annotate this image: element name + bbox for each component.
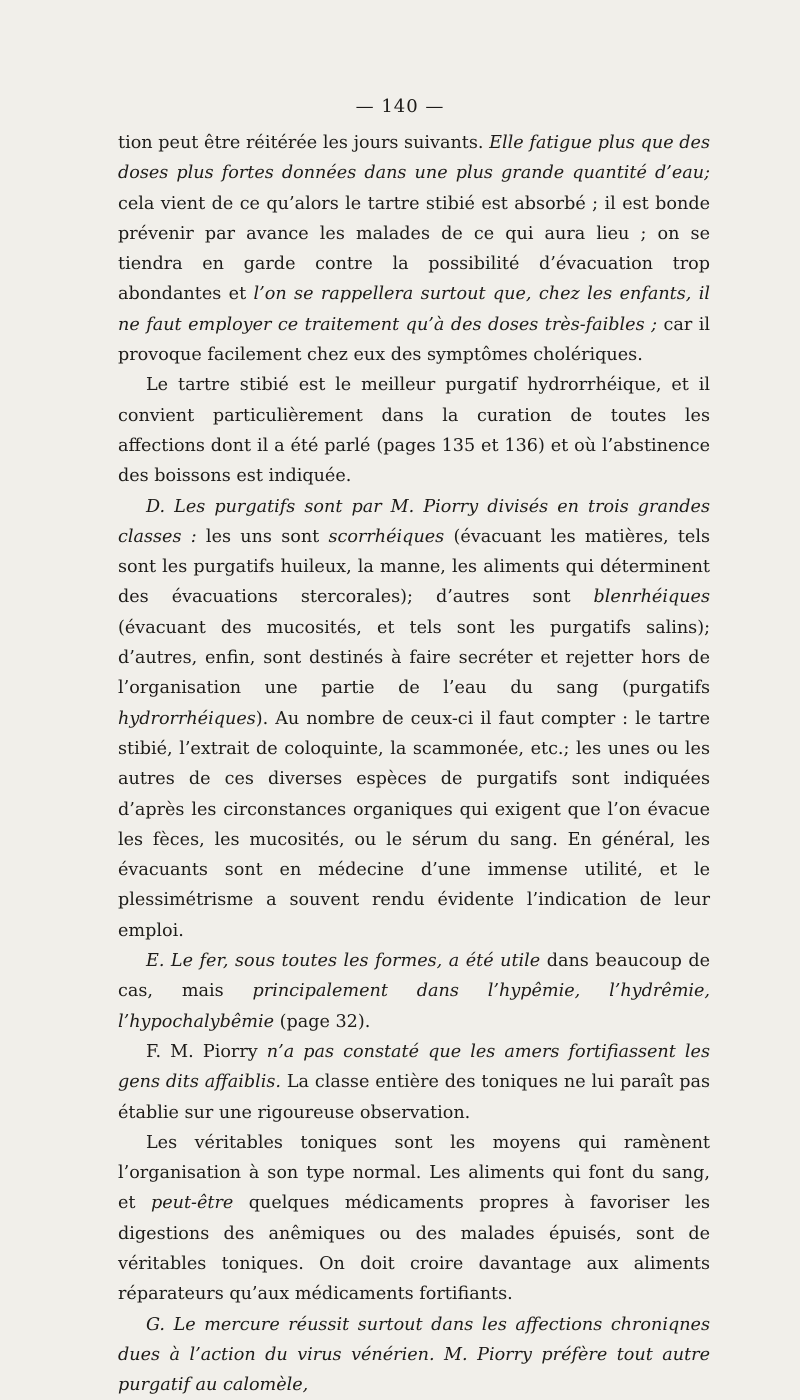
text-run: Les véritables toniques sont les moyens qui ramènent l’organisation à son type normal. Les aliments qui font du sang, et bbox=[118, 1132, 710, 1214]
italic-text: G. Le mercure réussit surtout dans les affections chroniqnes dues à l’action du virus vénérien. M. Piorry préfère tout autre purgatif au calomèle, bbox=[118, 1314, 710, 1396]
text-run: (évacuant des mucosités, et tels sont les purgatifs salins); d’autres, enfin, sont destinés à faire secréter et rejetter hors de l’organisation une partie de l’eau du sang (purgatifs bbox=[118, 617, 710, 699]
italic-text: peut-être bbox=[150, 1193, 234, 1214]
paragraph bbox=[118, 1310, 710, 1400]
text-run: dans beaucoup de cas, mais bbox=[118, 951, 711, 1002]
text-run: (page 32). bbox=[273, 1011, 371, 1032]
text-run: les uns sont bbox=[196, 526, 329, 547]
text-run: car il provoque facilement chez eux des symptômes cholériques. bbox=[118, 314, 710, 366]
italic-text: n’a pas constaté que les amers fortifiassent les gens dits affaiblis. bbox=[118, 1041, 710, 1093]
text-run: Le tartre stibié est le meilleur purgatif hydrorrhéique, et il convient particulièrement dans la curation de toutes les affections dont il a été parlé (pages 135 et 136) et où l’abstinence des boissons est indiquée. bbox=[118, 375, 710, 487]
text-run: La classe entière des toniques ne lui paraît pas établie sur une rigoureuse observation. bbox=[118, 1072, 711, 1123]
page-number: — 140 — bbox=[355, 96, 445, 117]
text-run: ). Au nombre de ceux-ci il faut compter : le tartre stibié, l’extrait de coloquinte, la scammonée, etc.; les unes ou les autres de ces diverses espèces de purgatifs sont indiquées d’après les circonstances organiques qui exigent que l’on évacue les fèces, les mucosités, ou le sérum du sang. En général, les évacuants sont en médecine d’une immense utilité, et le plessimétrisme a souvent rendu évidente l’indication de leur emploi. bbox=[118, 708, 710, 941]
page-body bbox=[118, 128, 710, 1400]
text-run: cela vient de ce qu’alors le tartre stibié est absorbé ; il est bonde prévenir par avance les malades de ce qui aura lieu ; on se tiendra en garde contre la possibilité d’évacuation trop abondantes et bbox=[118, 193, 710, 305]
italic-text: scorrhéiques bbox=[328, 526, 445, 547]
text-run: quelques médicaments propres à favoriser les digestions des anêmiques ou des malades épuisés, sont de véritables toniques. On doit croire davantage aux aliments réparateurs qu’aux médicaments fortifiants. bbox=[118, 1193, 711, 1305]
italic-text: l’on se rappellera surtout que, chez les enfants, il ne faut employer ce traitement qu’à des doses très-faibles ; bbox=[118, 284, 710, 335]
italic-text: E. Le fer, sous toutes les formes, a été utile bbox=[146, 951, 541, 972]
paragraph bbox=[118, 1037, 710, 1128]
italic-text: Elle fatigue plus que des doses plus fortes données dans une plus grande quantité d’eau; bbox=[118, 133, 710, 184]
italic-text: D. Les purgatifs sont par M. Piorry divisés en trois grandes classes : bbox=[118, 496, 710, 547]
text-run: tion peut être réitérée les jours suivants. bbox=[118, 133, 490, 153]
paragraph bbox=[118, 946, 710, 1037]
italic-text: blenrhéiques bbox=[593, 587, 710, 608]
paragraph bbox=[118, 128, 710, 370]
paragraph bbox=[118, 492, 710, 946]
italic-text: principalement dans l’hypêmie, l’hydrêmie, l’hypochalybêmie bbox=[118, 981, 711, 1032]
paragraph bbox=[118, 1128, 710, 1310]
text-run: (évacuant les matières, tels sont les purgatifs huileux, la manne, les aliments qui déterminent des évacuations stercorales); d’autres sont bbox=[118, 526, 710, 608]
text-run: F. M. Piorry bbox=[146, 1041, 267, 1062]
italic-text: hydrorrhéiques bbox=[118, 708, 256, 729]
paragraph bbox=[118, 370, 710, 491]
